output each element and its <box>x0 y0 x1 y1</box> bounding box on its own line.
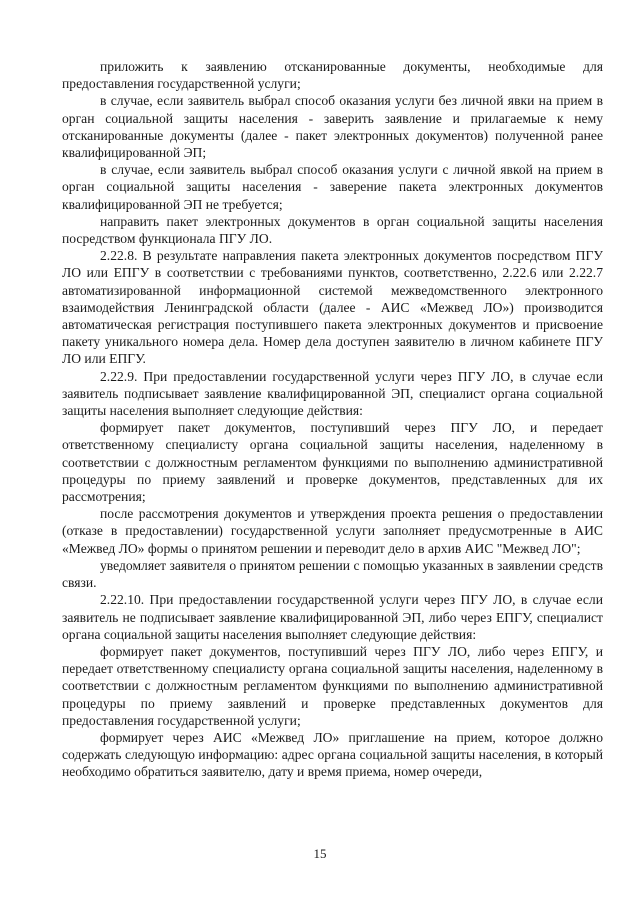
paragraph: 2.22.10. При предоставлении государственной услуги через ПГУ ЛО, в случае если заявитель не подписывает заявление квалифицированной ЭП, либо через ЕПГУ, специалист органа социальной защиты населения выполняет следующие действия: <box>62 592 603 642</box>
paragraph: в случае, если заявитель выбрал способ оказания услуги с личной явкой на прием в орган социальной защиты населения - заверение пакета электронных документов квалифицированной ЭП не требуется; <box>62 162 603 212</box>
paragraph: формирует пакет документов, поступивший через ПГУ ЛО, либо через ЕПГУ, и передает ответственному специалисту органа социальной защиты населения, наделенному в соответствии с должностным регламентом функциями по выполнению административной процедуры по приему заявлений и проверке представленных документов для предоставления государственной услуги; <box>62 643 603 728</box>
paragraph: 2.22.9. При предоставлении государственной услуги через ПГУ ЛО, в случае если заявитель подписывает заявление квалифицированной ЭП, специалист органа социальной защиты населения выполняет следующие действия: <box>62 368 603 419</box>
paragraph: в случае, если заявитель выбрал способ оказания услуги без личной явки на прием в орган социальной защиты населения - заверить заявление и прилагаемые к нему отсканированные документы (далее - пакет электронных документов) полученной ранее квалифицированной ЭП; <box>62 93 603 161</box>
paragraph: 2.22.8. В результате направления пакета электронных документов посредством ПГУ ЛО или ЕПГУ в соответствии с требованиями пунктов, соответственно, 2.22.6 или 2.22.7 автоматизированной информационной системой межведомственного электронного взаимодействия Ленинградской области (далее - АИС «Межвед ЛО») производится автоматическая регистрация поступившего пакета электронных документов и присвоение пакету уникального номера дела. Номер дела доступен заявителю в личном кабинете ПГУ ЛО или ЕПГУ. <box>62 248 603 367</box>
paragraph: направить пакет электронных документов в орган социальной защиты населения посредством функционала ПГУ ЛО. <box>62 213 603 247</box>
page-number: 15 <box>313 846 327 861</box>
paragraph: формирует пакет документов, поступивший через ПГУ ЛО, и передает ответственному специалисту органа социальной защиты населения, наделенному в соответствии с должностным регламентом функциями по выполнению административной процедуры по приему заявлений и проверке документов, представленных для их рассмотрения; <box>62 420 603 505</box>
paragraph: формирует через АИС «Межвед ЛО» приглашение на прием, которое должно содержать следующую информацию: адрес органа социальной защиты населения, в который необходимо обратиться заявителю, дату и время приема, номер очереди, <box>62 729 603 780</box>
paragraph: после рассмотрения документов и утверждения проекта решения о предоставлении (отказе в предоставлении) государственной услуги заполняет предусмотренные в АИС «Межвед ЛО» формы о принятом решении и переводит дело в архив АИС "Межвед ЛО"; <box>62 506 603 556</box>
paragraph: уведомляет заявителя о принятом решении с помощью указанных в заявлении средств связи. <box>62 557 603 591</box>
body-text <box>62 58 603 781</box>
paragraph: приложить к заявлению отсканированные документы, необходимые для предоставления государственной услуги; <box>62 59 603 92</box>
